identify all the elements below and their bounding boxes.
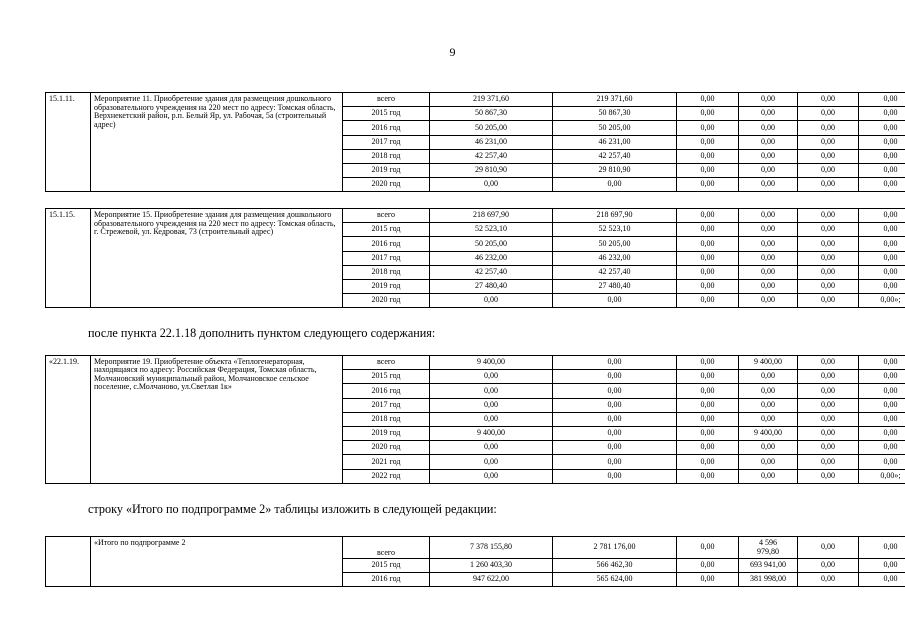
value-cell: 0,00 — [739, 455, 798, 469]
value-cell: 0,00 — [677, 412, 739, 426]
value-cell: 0,00 — [739, 469, 798, 483]
value-cell: 0,00 — [677, 149, 739, 163]
value-cell: 0,00 — [553, 412, 677, 426]
value-cell: 0,00 — [859, 251, 905, 265]
value-cell: 219 371,60 — [430, 93, 553, 107]
period-cell: всего — [343, 209, 430, 223]
value-cell: 0,00 — [430, 469, 553, 483]
period-cell: 2017 год — [343, 135, 430, 149]
amendment-paragraph: строку «Итого по подпрограмме 2» таблицы изложить в следующей редакции: — [88, 502, 497, 516]
item-description: Мероприятие 15. Приобретение здания для размещения дошкольного образовательного учреждения на 220 мест по адресу: Томская область, г. Стрежевой, ул. Кедровая, 73 (строительный адрес) — [91, 209, 343, 308]
period-cell: 2016 год — [343, 121, 430, 135]
value-cell: 0,00 — [798, 149, 859, 163]
period-cell: 2015 год — [343, 107, 430, 121]
period-cell: 2015 год — [343, 223, 430, 237]
value-cell: 0,00 — [859, 163, 905, 177]
value-cell: 0,00 — [553, 455, 677, 469]
period-cell: всего — [343, 356, 430, 370]
value-cell: 0,00 — [677, 237, 739, 251]
value-cell: 46 231,00 — [553, 135, 677, 149]
value-cell: 46 232,00 — [430, 251, 553, 265]
item-description: Мероприятие 11. Приобретение здания для размещения дошкольного образовательного учреждения на 220 мест по адресу: Томская область, Верхнекетский район, р.п. Белый Яр, ул. Рабочая, 5а (строительный адрес) — [91, 93, 343, 192]
budget-table — [45, 355, 905, 484]
value-cell: 0,00 — [553, 384, 677, 398]
value-cell: 0,00 — [798, 370, 859, 384]
value-cell: 50 867,30 — [430, 107, 553, 121]
value-cell: 0,00 — [677, 370, 739, 384]
value-cell: 0,00 — [739, 149, 798, 163]
value-cell: 0,00 — [859, 573, 905, 587]
value-cell: 0,00 — [739, 265, 798, 279]
value-cell: 0,00 — [739, 178, 798, 192]
value-cell: 46 231,00 — [430, 135, 553, 149]
value-cell: 0,00 — [677, 279, 739, 293]
value-cell: 0,00 — [798, 93, 859, 107]
value-cell: 0,00 — [677, 265, 739, 279]
value-cell: 9 400,00 — [739, 356, 798, 370]
value-cell: 0,00 — [859, 149, 905, 163]
value-cell: 0,00 — [430, 370, 553, 384]
period-cell: всего — [343, 537, 430, 559]
value-cell: 0,00 — [798, 121, 859, 135]
value-cell: 0,00 — [739, 370, 798, 384]
value-cell: 0,00 — [798, 573, 859, 587]
value-cell: 0,00 — [677, 559, 739, 573]
value-cell: 27 480,40 — [430, 279, 553, 293]
value-cell: 50 205,00 — [553, 237, 677, 251]
value-cell: 0,00 — [859, 93, 905, 107]
value-cell: 0,00 — [677, 93, 739, 107]
item-number: «22.1.19. — [46, 356, 91, 484]
value-cell: 0,00 — [739, 93, 798, 107]
period-cell: 2018 год — [343, 149, 430, 163]
value-cell: 0,00 — [798, 251, 859, 265]
value-cell: 27 480,40 — [553, 279, 677, 293]
value-cell: 0,00 — [859, 178, 905, 192]
value-cell: 0,00 — [430, 455, 553, 469]
value-cell: 0,00 — [739, 398, 798, 412]
value-cell: 42 257,40 — [430, 265, 553, 279]
value-cell: 0,00 — [739, 279, 798, 293]
value-cell: 9 400,00 — [430, 356, 553, 370]
item-number: 15.1.11. — [46, 93, 91, 192]
value-cell: 0,00 — [739, 223, 798, 237]
value-cell: 0,00 — [798, 163, 859, 177]
item-description: Мероприятие 19. Приобретение объекта «Теплогенераторная, находящаяся по адресу: Российская Федерация, Томская область, Молчановский муниципальный район, Молчановское сельское поселение, с.Молчаново, ул.Светлая 1к» — [91, 356, 343, 484]
value-cell: 29 810,90 — [553, 163, 677, 177]
value-cell: 0,00 — [553, 398, 677, 412]
value-cell: 947 622,00 — [430, 573, 553, 587]
table-row — [46, 356, 905, 370]
value-cell: 0,00 — [430, 398, 553, 412]
value-cell: 0,00 — [798, 537, 859, 559]
value-cell: 0,00 — [553, 294, 677, 308]
value-cell: 0,00 — [430, 294, 553, 308]
value-cell: 0,00 — [859, 455, 905, 469]
value-cell: 0,00 — [859, 135, 905, 149]
value-cell: 0,00 — [677, 455, 739, 469]
value-cell: 0,00 — [677, 209, 739, 223]
value-cell: 0,00 — [859, 370, 905, 384]
value-cell: 0,00 — [739, 135, 798, 149]
value-cell: 0,00 — [677, 426, 739, 440]
value-cell: 0,00 — [798, 426, 859, 440]
table-row — [46, 209, 905, 223]
value-cell: 0,00 — [553, 178, 677, 192]
value-cell: 218 697,90 — [553, 209, 677, 223]
value-cell: 0,00 — [677, 178, 739, 192]
budget-table — [45, 536, 905, 587]
value-cell: 0,00 — [798, 265, 859, 279]
value-cell: 0,00 — [859, 441, 905, 455]
value-cell: 2 781 176,00 — [553, 537, 677, 559]
period-cell: 2016 год — [343, 384, 430, 398]
value-cell: 50 205,00 — [430, 121, 553, 135]
value-cell: 219 371,60 — [553, 93, 677, 107]
value-cell: 0,00 — [553, 356, 677, 370]
value-cell: 0,00 — [677, 537, 739, 559]
period-cell: 2018 год — [343, 412, 430, 426]
period-cell: 2020 год — [343, 294, 430, 308]
value-cell: 0,00 — [677, 135, 739, 149]
value-cell: 0,00 — [798, 356, 859, 370]
value-cell: 0,00 — [677, 441, 739, 455]
value-cell: 0,00 — [430, 441, 553, 455]
value-cell: 0,00 — [798, 135, 859, 149]
period-cell: 2019 год — [343, 279, 430, 293]
value-part: 979,80 — [757, 546, 779, 556]
value-cell: 0,00 — [430, 412, 553, 426]
value-cell: 0,00 — [677, 356, 739, 370]
budget-table — [45, 92, 905, 192]
value-cell: 0,00 — [859, 279, 905, 293]
period-cell: 2016 год — [343, 573, 430, 587]
value-cell: 0,00 — [798, 559, 859, 573]
value-cell: 52 523,10 — [553, 223, 677, 237]
value-cell: 0,00»; — [859, 469, 905, 483]
period-cell: 2020 год — [343, 441, 430, 455]
value-cell: 0,00 — [859, 121, 905, 135]
value-cell: 566 462,30 — [553, 559, 677, 573]
value-cell: 0,00 — [859, 356, 905, 370]
value-cell: 218 697,90 — [430, 209, 553, 223]
value-cell: 0,00 — [798, 237, 859, 251]
value-cell: 0,00 — [798, 412, 859, 426]
period-cell: 2020 год — [343, 178, 430, 192]
value-cell: 0,00 — [798, 223, 859, 237]
period-cell: 2021 год — [343, 455, 430, 469]
period-cell: 2019 год — [343, 426, 430, 440]
value-cell: 0,00 — [739, 121, 798, 135]
value-cell: 0,00 — [798, 279, 859, 293]
value-cell: 0,00 — [553, 441, 677, 455]
value-cell: 50 205,00 — [553, 121, 677, 135]
value-cell: 50 867,30 — [553, 107, 677, 121]
value-cell: 0,00 — [798, 384, 859, 398]
period-cell: 2018 год — [343, 265, 430, 279]
value-cell: 693 941,00 — [739, 559, 798, 573]
value-cell: 0,00 — [553, 426, 677, 440]
value-cell: 0,00 — [739, 384, 798, 398]
period-cell: всего — [343, 93, 430, 107]
value-cell: 0,00»; — [859, 294, 905, 308]
value-cell: 0,00 — [859, 209, 905, 223]
item-description: «Итого по подпрограмме 2 — [91, 537, 343, 587]
value-cell: 0,00 — [739, 294, 798, 308]
value-cell: 0,00 — [859, 398, 905, 412]
value-cell: 0,00 — [430, 384, 553, 398]
value-cell: 0,00 — [677, 398, 739, 412]
period-cell: 2017 год — [343, 398, 430, 412]
value-cell: 0,00 — [859, 107, 905, 121]
value-cell: 52 523,10 — [430, 223, 553, 237]
value-cell: 1 260 403,30 — [430, 559, 553, 573]
value-cell: 0,00 — [677, 251, 739, 265]
value-cell: 565 624,00 — [553, 573, 677, 587]
value-cell: 29 810,90 — [430, 163, 553, 177]
value-cell: 0,00 — [798, 469, 859, 483]
value-cell: 0,00 — [677, 384, 739, 398]
value-cell: 0,00 — [677, 107, 739, 121]
value-cell: 0,00 — [859, 223, 905, 237]
value-cell: 42 257,40 — [553, 149, 677, 163]
item-number: 15.1.15. — [46, 209, 91, 308]
value-cell: 0,00 — [739, 412, 798, 426]
page-number: 9 — [449, 45, 456, 59]
value-cell: 0,00 — [859, 559, 905, 573]
period-cell: 2015 год — [343, 559, 430, 573]
value-cell: 0,00 — [798, 209, 859, 223]
value-cell: 0,00 — [859, 265, 905, 279]
value-cell: 0,00 — [739, 107, 798, 121]
value-cell: 0,00 — [859, 384, 905, 398]
budget-table — [45, 208, 905, 308]
value-cell: 0,00 — [677, 121, 739, 135]
value-cell: 0,00 — [798, 455, 859, 469]
value-cell: 0,00 — [798, 441, 859, 455]
value-cell: 0,00 — [739, 237, 798, 251]
value-cell: 42 257,40 — [430, 149, 553, 163]
value-cell: 0,00 — [430, 178, 553, 192]
value-cell: 0,00 — [859, 412, 905, 426]
value-cell: 0,00 — [859, 237, 905, 251]
value-part: 4 596 — [759, 538, 777, 548]
value-cell: 9 400,00 — [739, 426, 798, 440]
value-cell: 0,00 — [553, 469, 677, 483]
period-cell: 2022 год — [343, 469, 430, 483]
period-cell: 2016 год — [343, 237, 430, 251]
amendment-paragraph: после пункта 22.1.18 дополнить пунктом следующего содержания: — [88, 326, 436, 340]
value-cell: 0,00 — [739, 209, 798, 223]
value-cell: 0,00 — [677, 163, 739, 177]
value-cell: 0,00 — [677, 294, 739, 308]
value-cell: 0,00 — [798, 294, 859, 308]
value-cell: 7 378 155,80 — [430, 537, 553, 559]
value-cell: 0,00 — [798, 107, 859, 121]
value-cell: 0,00 — [677, 469, 739, 483]
value-cell: 0,00 — [859, 426, 905, 440]
value-cell: 0,00 — [798, 178, 859, 192]
value-cell: 0,00 — [553, 370, 677, 384]
value-cell: 0,00 — [739, 441, 798, 455]
value-cell: 0,00 — [677, 573, 739, 587]
value-cell: 42 257,40 — [553, 265, 677, 279]
period-cell: 2017 год — [343, 251, 430, 265]
table-row — [46, 93, 905, 107]
period-cell: 2019 год — [343, 163, 430, 177]
value-cell: 0,00 — [739, 251, 798, 265]
value-cell — [739, 537, 798, 559]
table-row — [46, 537, 905, 559]
item-number — [46, 537, 91, 587]
value-cell: 0,00 — [798, 398, 859, 412]
period-cell: 2015 год — [343, 370, 430, 384]
value-cell: 50 205,00 — [430, 237, 553, 251]
value-cell: 9 400,00 — [430, 426, 553, 440]
value-cell: 46 232,00 — [553, 251, 677, 265]
value-cell: 0,00 — [859, 537, 905, 559]
value-cell: 0,00 — [677, 223, 739, 237]
value-cell: 0,00 — [739, 163, 798, 177]
value-cell: 381 998,00 — [739, 573, 798, 587]
